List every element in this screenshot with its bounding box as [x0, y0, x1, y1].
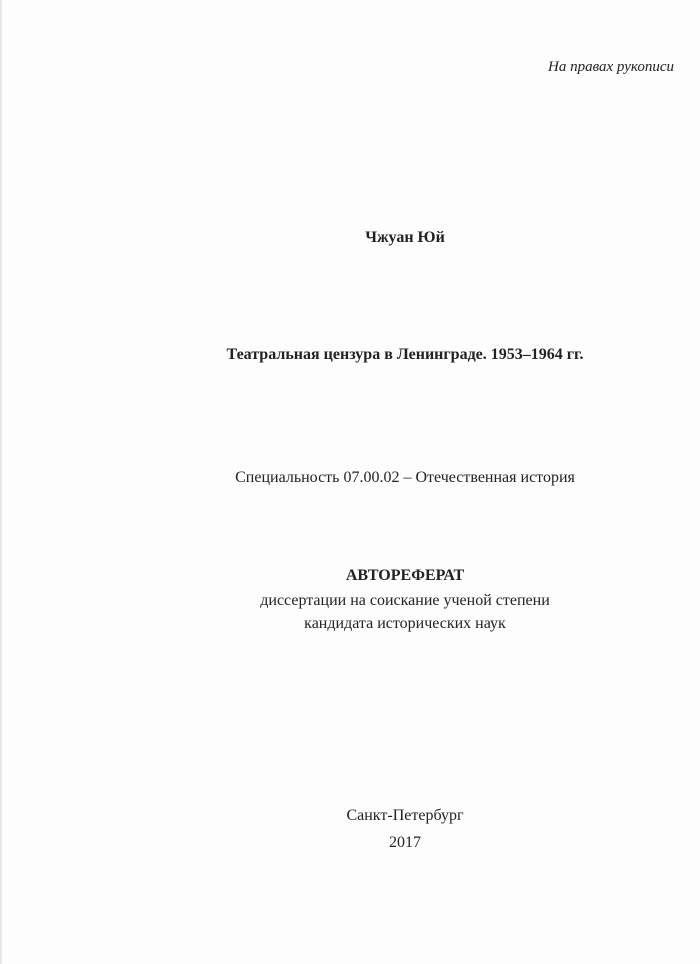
author-name: Чжуан Юй [365, 229, 445, 246]
year: 2017 [389, 834, 421, 851]
abstract-description-line-2: кандидата исторических наук [304, 615, 506, 632]
abstract-description-line-1: диссертации на соискание ученой степени [260, 592, 550, 609]
manuscript-rights-note: На правах рукописи [548, 59, 674, 75]
specialty-line: Специальность 07.00.02 – Отечественная история [235, 469, 575, 486]
city: Санкт-Петербург [346, 807, 464, 824]
abstract-heading: АВТОРЕФЕРАТ [345, 567, 465, 584]
scan-edge-shadow [0, 0, 2, 964]
dissertation-title: Театральная цензура в Ленинграде. 1953–1964 гг. [226, 346, 584, 363]
